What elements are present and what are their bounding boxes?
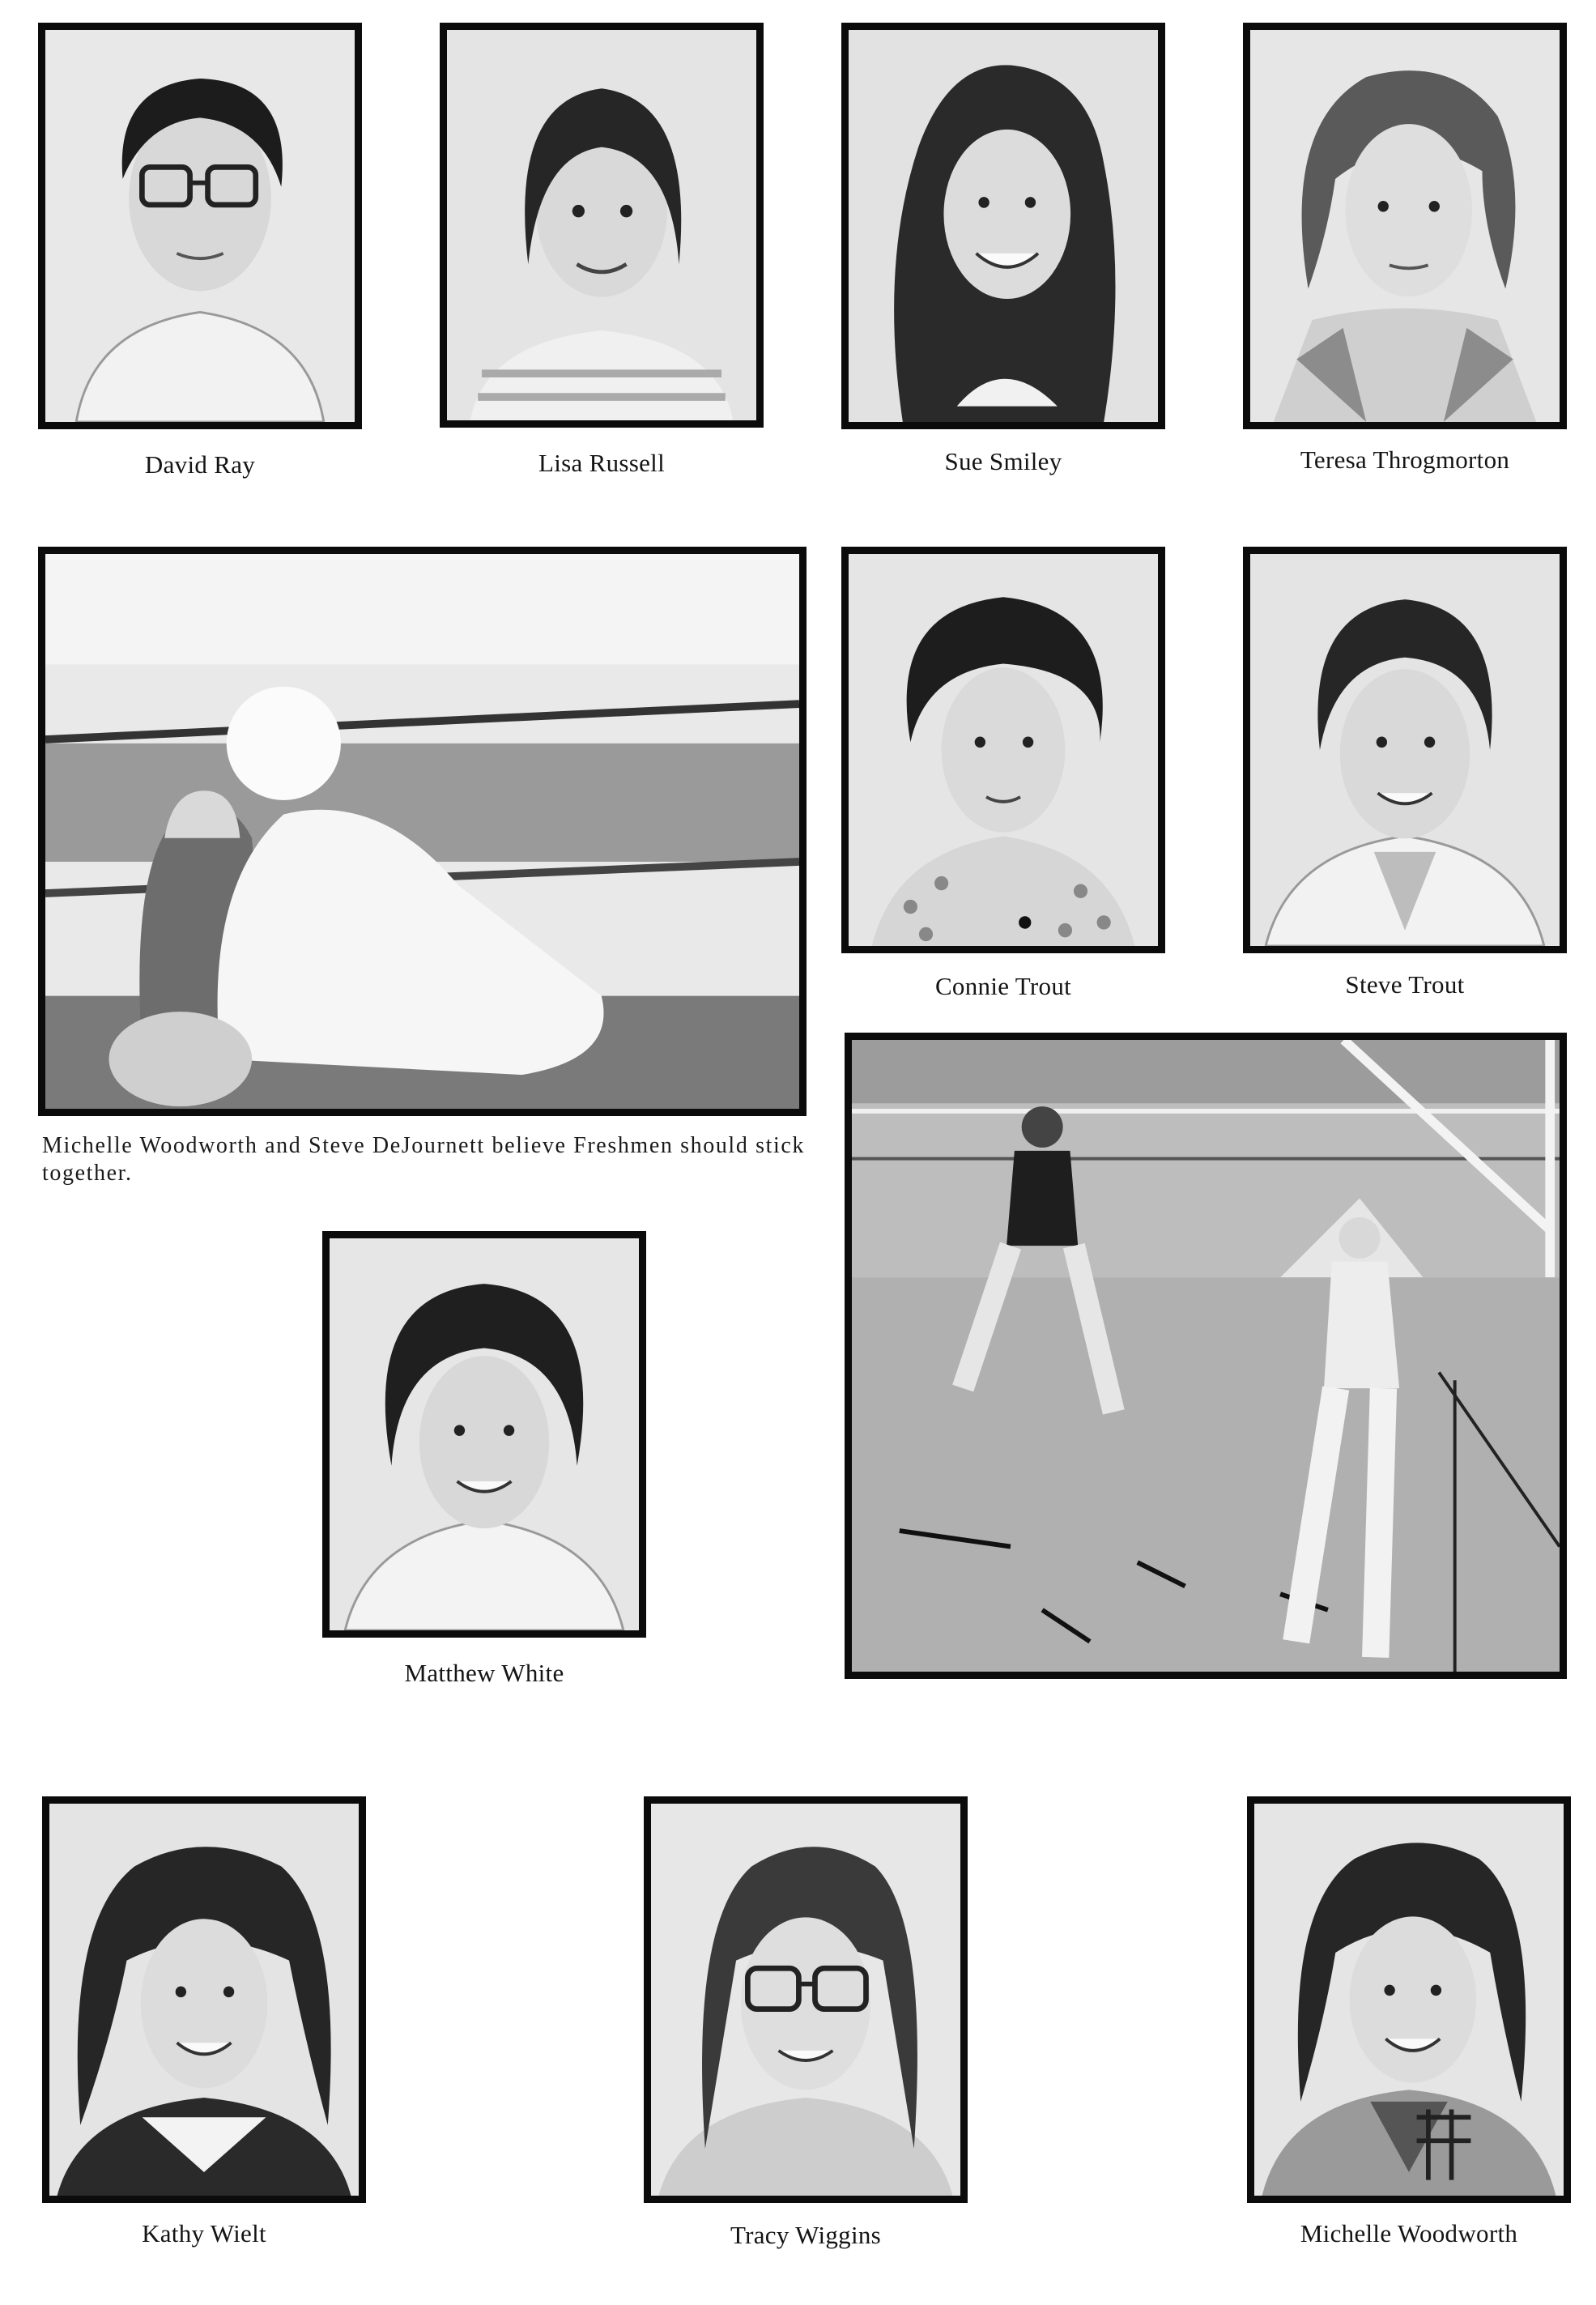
portrait-name-label: Michelle Woodworth — [1300, 2219, 1518, 2247]
portrait-name-label: Lisa Russell — [538, 449, 665, 477]
portrait-photo-teresa-throgmorton — [1243, 23, 1567, 429]
portrait-name-label: Teresa Throgmorton — [1300, 445, 1510, 474]
candid-image — [852, 1040, 1560, 1672]
portrait-name-label: Tracy Wiggins — [730, 2221, 882, 2249]
portrait-photo-matthew-white — [322, 1231, 646, 1638]
portrait-photo-tracy-wiggins — [644, 1796, 968, 2203]
candid-photo-caption: Michelle Woodworth and Steve DeJournett believe Freshmen should stick together. — [42, 1133, 805, 1186]
portrait-image — [849, 30, 1158, 422]
portrait-photo-michelle-woodworth — [1247, 1796, 1571, 2203]
portrait-photo-connie-trout — [841, 547, 1165, 953]
portrait-image — [1250, 554, 1560, 946]
portrait-image — [1250, 30, 1560, 422]
portrait-name-label: Sue Smiley — [944, 447, 1062, 475]
portrait-name-label: Matthew White — [404, 1659, 564, 1687]
portrait-photo-david-ray — [38, 23, 362, 429]
candid-image — [45, 554, 799, 1109]
portrait-photo-lisa-russell — [440, 23, 764, 428]
portrait-image — [849, 554, 1158, 946]
portrait-image — [49, 1804, 359, 2196]
portrait-name-label: Kathy Wielt — [142, 2219, 266, 2247]
portrait-name-label: Connie Trout — [934, 972, 1072, 1000]
portrait-name-label: David Ray — [144, 450, 256, 479]
portrait-photo-sue-smiley — [841, 23, 1165, 429]
portrait-image — [447, 30, 756, 420]
candid-photo-gym — [845, 1033, 1567, 1679]
portrait-image — [330, 1238, 639, 1630]
portrait-photo-kathy-wielt — [42, 1796, 366, 2203]
portrait-photo-steve-trout — [1243, 547, 1567, 953]
portrait-name-label: Steve Trout — [1345, 970, 1465, 999]
portrait-image — [651, 1804, 960, 2196]
portrait-image — [1254, 1804, 1564, 2196]
candid-photo-bleachers — [38, 547, 807, 1116]
portrait-image — [45, 30, 355, 422]
